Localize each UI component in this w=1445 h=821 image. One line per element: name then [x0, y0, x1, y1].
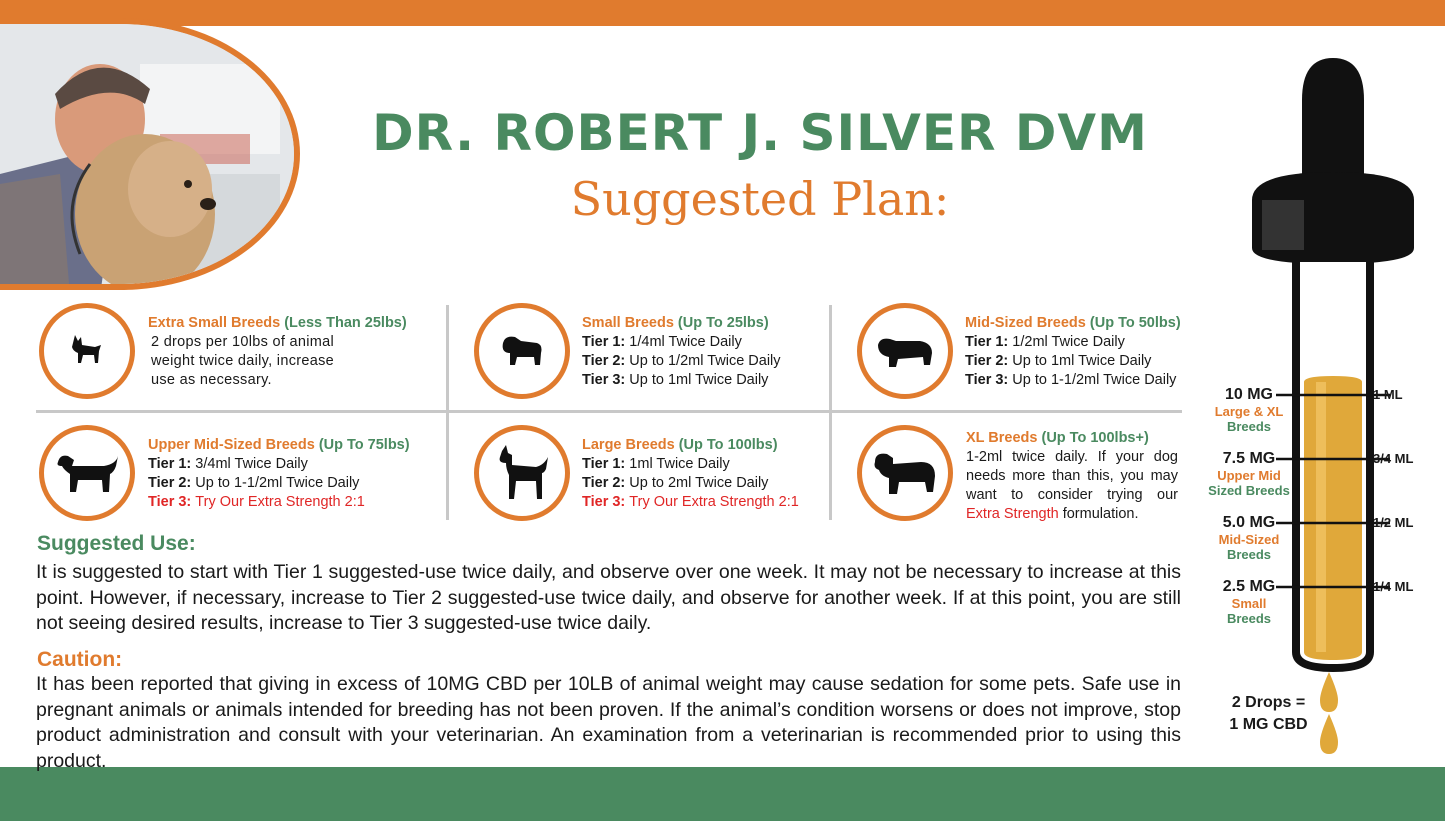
tier-value: Up to 1-1/2ml Twice Daily — [195, 475, 360, 491]
suggested-use-text: It is suggested to start with Tier 1 suggested-use twice daily, and observe over one week. It may not be necessary to increase at this point. However, if necessary, increase to Tier 2 suggested-use twice daily, and observe for another week. If at this point, you are still not seeing desired results, increase to Tier 3 suggested-use twice daily. — [36, 561, 1181, 634]
tier-label: Tier 1: — [965, 334, 1009, 350]
tier-value: 1ml Twice Daily — [629, 456, 730, 472]
page-subtitle: Suggested Plan: — [570, 172, 950, 226]
dose-sub: Large & XL — [1214, 404, 1284, 419]
breed-name: XL Breeds — [966, 430, 1038, 446]
breed-name: Upper Mid-Sized Breeds — [148, 437, 315, 453]
breed-desc-line: needs more than this, you may — [966, 468, 1178, 484]
dose-mg: 7.5 MG — [1222, 450, 1276, 467]
breed-name: Small Breeds — [582, 315, 674, 331]
extra-strength-link: Extra Strength — [966, 506, 1059, 522]
small-dog-icon — [474, 303, 570, 399]
vet-with-dog-photo — [0, 18, 300, 290]
breed-range: (Up To 75lbs) — [318, 437, 410, 453]
tier-value: 1/2ml Twice Daily — [1012, 334, 1125, 350]
breed-range: (Up To 100lbs) — [678, 437, 778, 453]
breed-range: (Less Than 25lbs) — [284, 315, 407, 331]
dose-mark-7-5mg — [1196, 450, 1302, 498]
xl-dog-icon — [857, 425, 953, 521]
tier-label: Tier 2: — [148, 475, 192, 491]
dose-mg: 2.5 MG — [1222, 578, 1276, 595]
breed-small — [582, 314, 822, 390]
bottom-green-bar — [0, 767, 1445, 821]
breed-desc-line: want to consider trying our — [966, 487, 1178, 503]
breed-name: Mid-Sized Breeds — [965, 315, 1086, 331]
tier-value: Up to 1/2ml Twice Daily — [629, 353, 781, 369]
tier-label: Tier 2: — [965, 353, 1009, 369]
dose-mark-2-5mg — [1196, 578, 1302, 626]
dose-sub: Upper Mid — [1217, 468, 1281, 483]
dose-mg: 10 MG — [1224, 386, 1273, 403]
breed-mid-sized — [965, 314, 1205, 390]
tier-value: 3/4ml Twice Daily — [195, 456, 308, 472]
breed-range: (Up To 100lbs+) — [1041, 430, 1149, 446]
breed-range: (Up To 50lbs) — [1089, 315, 1181, 331]
upper-mid-dog-icon — [39, 425, 135, 521]
tier-label: Tier 1: — [582, 334, 626, 350]
tier-label: Tier 3: — [965, 372, 1009, 388]
dose-mg: 5.0 MG — [1222, 514, 1276, 531]
drops-conversion — [1216, 692, 1321, 736]
ml-mark-3-4: 3/4 ML — [1373, 451, 1414, 466]
dose-sub: Breeds — [1226, 419, 1272, 434]
dose-mark-10mg — [1196, 386, 1302, 434]
breed-xl — [966, 429, 1178, 524]
breed-extra-small — [148, 314, 428, 390]
drops-line: 2 Drops = — [1231, 694, 1306, 711]
grid-divider-horizontal — [36, 410, 1182, 413]
tier-value: Up to 1ml Twice Daily — [629, 372, 769, 388]
tier-label: Tier 2: — [582, 475, 626, 491]
breed-upper-mid-sized — [148, 436, 438, 512]
tiny-dog-icon — [39, 303, 135, 399]
tier-value: Up to 2ml Twice Daily — [629, 475, 769, 491]
page-title: DR. ROBERT J. SILVER DVM — [372, 104, 1148, 162]
tier-value: Try Our Extra Strength 2:1 — [195, 494, 365, 510]
caution-text: It has been reported that giving in excess of 10MG CBD per 10LB of animal weight may cause sedation for some pets. Safe use in pregnant animals or animals intended for breeding has not been proven. If the animal’s condition worsens or does not improve, stop product administration and consult with your veterinarian. An examination from a veterinarian is recommended prior to using this product. — [36, 673, 1181, 772]
tier-label: Tier 3: — [582, 494, 626, 510]
breed-desc-line: 2 drops per 10lbs of animal — [151, 334, 335, 350]
tier-label: Tier 1: — [582, 456, 626, 472]
ml-mark-1: 1 ML — [1373, 387, 1403, 402]
tier-value: 1/4ml Twice Daily — [629, 334, 742, 350]
ml-mark-1-4: 1/4 ML — [1373, 579, 1414, 594]
dose-sub: Mid-Sized — [1218, 532, 1280, 547]
dose-sub: Breeds — [1226, 547, 1272, 562]
breed-name: Large Breeds — [582, 437, 675, 453]
tier-value: Up to 1ml Twice Daily — [1012, 353, 1152, 369]
tier-value: Up to 1-1/2ml Twice Daily — [1012, 372, 1177, 388]
dose-mark-5mg — [1196, 514, 1302, 562]
dose-sub: Breeds — [1226, 611, 1272, 626]
drops-line: 1 MG CBD — [1229, 716, 1308, 733]
grid-divider-vertical-1 — [446, 305, 449, 520]
dose-sub: Sized Breeds — [1208, 483, 1290, 498]
breed-name: Extra Small Breeds — [148, 315, 281, 331]
breed-range: (Up To 25lbs) — [677, 315, 769, 331]
caution-heading: Caution: — [37, 648, 123, 671]
breed-large — [582, 436, 822, 512]
suggested-use-heading: Suggested Use: — [37, 532, 196, 555]
tier-label: Tier 3: — [148, 494, 192, 510]
breed-desc-line: weight twice daily, increase — [151, 353, 335, 369]
tier-value: Try Our Extra Strength 2:1 — [629, 494, 799, 510]
dose-sub: Small — [1231, 596, 1267, 611]
grid-divider-vertical-2 — [829, 305, 832, 520]
tier-label: Tier 3: — [582, 372, 626, 388]
breed-desc-line: 1-2ml twice daily. If your dog — [966, 449, 1178, 465]
mid-dog-icon — [857, 303, 953, 399]
tier-label: Tier 2: — [582, 353, 626, 369]
ml-mark-1-2: 1/2 ML — [1373, 515, 1414, 530]
large-dog-icon — [474, 425, 570, 521]
tier-label: Tier 1: — [148, 456, 192, 472]
breed-desc-end: formulation. — [1062, 506, 1139, 522]
breed-desc-line: use as necessary. — [151, 372, 272, 388]
top-orange-bar — [0, 0, 1445, 26]
